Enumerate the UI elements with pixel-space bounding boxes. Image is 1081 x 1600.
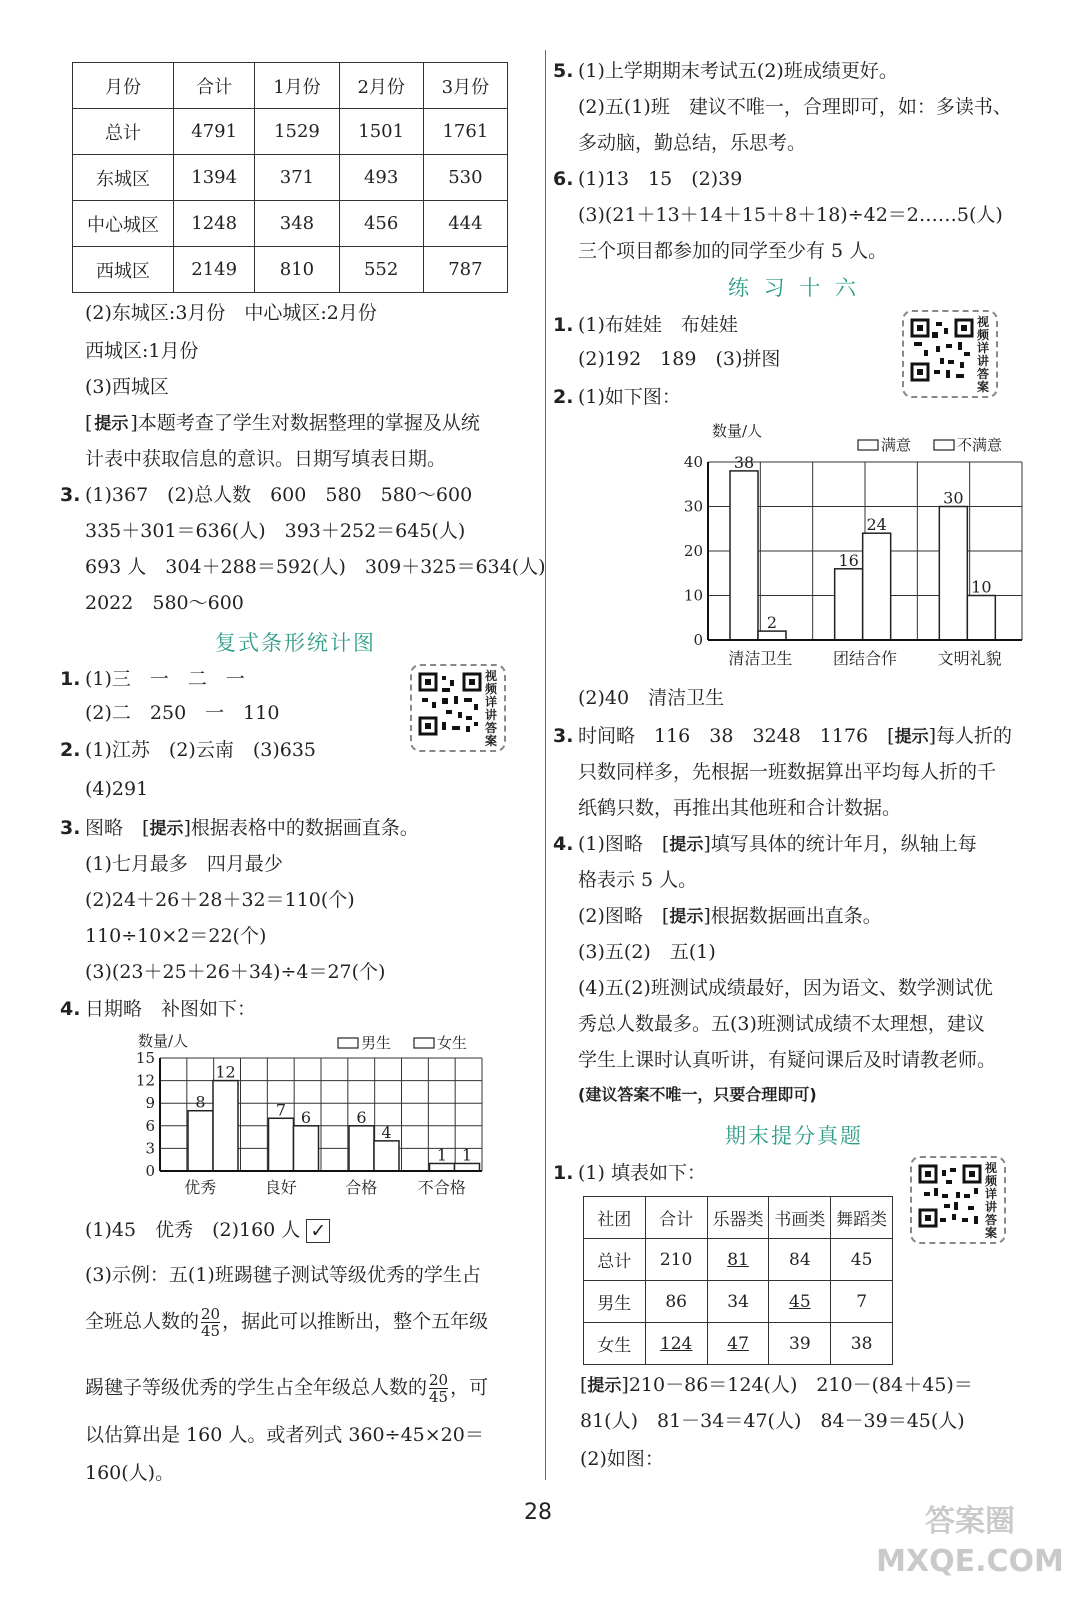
hint-text: 本题考查了学生对数据整理的掌握及从统 — [137, 412, 480, 434]
question-number: 3. — [553, 725, 574, 747]
page-number: 28 — [524, 1500, 552, 1525]
question-number: 2. — [60, 739, 81, 761]
table-cell: 34 — [707, 1281, 769, 1323]
legend-swatch — [338, 1038, 358, 1048]
hint-line: (1)图略 [提示]填写具体的统计年月，纵轴上每 — [578, 833, 977, 855]
answer-line: 2022 580～600 — [85, 592, 244, 614]
section-title: 期末提分真题 — [725, 1124, 863, 1148]
table-cell: 444 — [423, 201, 507, 247]
hint-label: 提示 — [894, 727, 929, 747]
answer-line — [85, 1372, 488, 1405]
y-tick-label: 20 — [683, 542, 703, 560]
answer-line: (4)五(2)班测试成绩最好，因为语文、数学测试优 — [578, 977, 993, 999]
bar-男生 — [349, 1126, 374, 1171]
qr-caption: 视频详讲答案 — [977, 315, 990, 394]
answer-line: (1)上学期期末考试五(2)班成绩更好。 — [578, 60, 898, 82]
y-tick-label: 6 — [145, 1116, 155, 1135]
hint-text: 每人折的 — [936, 725, 1013, 747]
answer-line: (3)(23＋25＋26＋34)÷4＝27(个) — [85, 961, 386, 983]
qr-code-icon — [418, 672, 482, 736]
answer-line: (3)示例：五(1)班踢毽子测试等级优秀的学生占 — [85, 1264, 481, 1286]
answer-line: 学生上课时认真听讲，有疑问课后及时请教老师。 — [578, 1049, 997, 1071]
question-number: 2. — [553, 386, 574, 408]
question-number: 4. — [553, 833, 574, 855]
legend-swatch — [858, 440, 878, 450]
data-label: 2 — [766, 613, 778, 633]
y-tick-label: 40 — [683, 453, 703, 471]
category-label: 文明礼貌 — [937, 649, 1002, 668]
hint-label: 提示 — [587, 1376, 622, 1396]
filled-value: 81 — [727, 1249, 749, 1270]
answer-line: (2)如图： — [580, 1448, 664, 1470]
hint-text: 根据表格中的数据画直条。 — [190, 817, 419, 839]
qr-caption: 视频详讲答案 — [485, 669, 498, 748]
data-label: 10 — [971, 577, 992, 597]
table-cell: 810 — [255, 247, 339, 293]
bar-不满意 — [863, 533, 891, 640]
check-box: ✓ — [306, 1219, 330, 1243]
section-title: 练 习 十 六 — [728, 276, 861, 300]
answer-line — [85, 1306, 488, 1339]
table-header-cell: 1月份 — [255, 63, 339, 109]
data-label: 6 — [356, 1107, 367, 1127]
y-tick-label: 12 — [135, 1071, 155, 1090]
bar-男生 — [269, 1118, 294, 1171]
section-title: 复式条形统计图 — [215, 631, 376, 655]
filled-value: 124 — [659, 1333, 693, 1354]
answer-text: ，可 — [450, 1376, 489, 1399]
answer-note: (建议答案不唯一，只要合理即可) — [578, 1085, 817, 1104]
table-cell: 210 — [645, 1239, 707, 1281]
table-header-cell: 乐器类 — [707, 1197, 769, 1239]
question-number: 6. — [553, 168, 574, 190]
category-label: 合格 — [345, 1178, 378, 1197]
table-header-cell: 3月份 — [423, 63, 507, 109]
table-cell: 1529 — [255, 109, 339, 155]
legend-swatch — [414, 1038, 434, 1048]
answer-line: 日期略 补图如下： — [85, 998, 257, 1020]
question-number: 1. — [553, 1162, 574, 1184]
answer-line: (1)13 15 (2)39 — [578, 168, 743, 190]
table-cell: 552 — [339, 247, 423, 293]
answer-line: 335＋301＝636(人) 393＋252＝645(人) — [85, 520, 466, 542]
answer-line: (1)江苏 (2)云南 (3)635 — [85, 739, 317, 761]
filled-value: 45 — [789, 1291, 811, 1312]
legend-swatch — [934, 440, 954, 450]
qr-code[interactable] — [410, 664, 506, 752]
table-header-cell: 合计 — [174, 63, 255, 109]
table-cell: 38 — [831, 1323, 893, 1365]
fraction-numerator: 20 — [429, 1371, 449, 1389]
table-header-cell: 月份 — [73, 63, 174, 109]
legend-label: 女生 — [437, 1034, 468, 1052]
bar-chart-kick-test — [130, 1028, 495, 1210]
table-cell: 1501 — [339, 109, 423, 155]
hint-line: 图略 [提示]根据表格中的数据画直条。 — [85, 817, 419, 839]
table-cell: 371 — [255, 155, 339, 201]
question-number: 1. — [553, 314, 574, 336]
answer-text: (2)图略 — [578, 905, 643, 927]
bar-女生 — [213, 1081, 238, 1171]
table-cell: 493 — [339, 155, 423, 201]
answer-line: 西城区:1月份 — [85, 340, 199, 362]
fraction — [201, 1306, 220, 1339]
filled-value: 47 — [727, 1333, 749, 1354]
hint-line: [提示]210－86＝124(人) 210－(84＋45)＝ — [580, 1374, 973, 1396]
answer-line: 多动脑，勤总结，乐思考。 — [578, 132, 807, 154]
table-header-cell: 2月份 — [339, 63, 423, 109]
answer-line: 纸鹤只数，再推出其他班和合计数据。 — [578, 797, 902, 819]
category-label: 不合格 — [417, 1178, 466, 1197]
category-label: 良好 — [264, 1178, 297, 1197]
y-tick-label: 0 — [693, 631, 703, 649]
qr-code-icon — [910, 318, 974, 382]
hint-line: 时间略 116 38 3248 1176 [提示]每人折的 — [578, 725, 1013, 747]
answer-line: 693 人 304＋288＝592(人) 309＋325＝634(人) — [85, 556, 546, 578]
answer-text: (1)45 优秀 (2)160 人 — [85, 1219, 301, 1241]
table-header-cell: 合计 — [645, 1197, 707, 1239]
table-cell: 总计 — [73, 109, 174, 155]
question-number: 5. — [553, 60, 574, 82]
table-cell: 45 — [831, 1239, 893, 1281]
hint-label: 提示 — [669, 835, 704, 855]
answer-line: 三个项目都参加的同学至少有 5 人。 — [578, 240, 888, 262]
fraction-numerator: 20 — [201, 1305, 221, 1323]
bar-满意 — [939, 507, 967, 641]
table-cell — [707, 1239, 769, 1281]
qr-code[interactable] — [910, 1156, 1006, 1244]
table-cell: 男生 — [584, 1281, 646, 1323]
answer-line: (1)布娃娃 布娃娃 — [578, 314, 738, 336]
data-table-clubs — [583, 1196, 893, 1365]
table-cell: 中心城区 — [73, 201, 174, 247]
data-label: 16 — [838, 550, 859, 570]
table-cell: 530 — [423, 155, 507, 201]
answer-line: (2)五(1)班 建议不唯一，合理即可，如：多读书、 — [578, 96, 1012, 118]
table-header-cell: 书画类 — [769, 1197, 831, 1239]
answer-text: 时间略 116 38 3248 1176 — [578, 725, 869, 747]
answer-line: 计表中获取信息的意识。日期写填表日期。 — [85, 448, 447, 470]
table-cell: 女生 — [584, 1323, 646, 1365]
y-axis-label: 数量/人 — [138, 1032, 189, 1050]
table-cell: 1394 — [174, 155, 255, 201]
hint-text: 填写具体的统计年月，纵轴上每 — [710, 833, 977, 855]
hint-label: 提示 — [149, 819, 184, 839]
table-cell: 7 — [831, 1281, 893, 1323]
qr-code[interactable] — [902, 310, 998, 398]
answer-line: (1)三 一 二 一 — [85, 668, 245, 690]
hint-label: 提示 — [94, 414, 129, 434]
data-label: 6 — [300, 1107, 312, 1127]
answer-line: (1) 填表如下： — [578, 1162, 706, 1184]
answer-text: 全班总人数的 — [85, 1310, 200, 1333]
answer-text: 图略 — [85, 817, 124, 839]
table-cell: 456 — [339, 201, 423, 247]
y-tick-label: 3 — [145, 1139, 155, 1158]
table-cell: 1248 — [174, 201, 255, 247]
answer-line — [85, 1217, 330, 1243]
bar-不满意 — [758, 631, 786, 640]
answer-line: 格表示 5 人。 — [578, 869, 698, 891]
qr-caption: 视频详讲答案 — [985, 1161, 998, 1240]
data-table-months — [72, 62, 508, 293]
answer-line: 160(人)。 — [85, 1462, 175, 1484]
answer-line: (3)(21＋13＋14＋15＋8＋18)÷42＝2……5(人) — [578, 204, 1003, 226]
y-axis-label: 数量/人 — [712, 422, 763, 440]
column-divider — [545, 50, 546, 1480]
fraction-denominator: 45 — [201, 1322, 221, 1340]
answer-line: 81(人) 81－34＝47(人) 84－39＝45(人) — [580, 1410, 965, 1432]
bar-男生 — [430, 1163, 455, 1171]
bar-男生 — [188, 1111, 213, 1171]
answer-line: (3)西城区 — [85, 376, 169, 398]
table-cell: 东城区 — [73, 155, 174, 201]
category-label: 团结合作 — [832, 649, 898, 668]
answer-line: (2)东城区:3月份 中心城区:2月份 — [85, 302, 377, 324]
table-cell: 4791 — [174, 109, 255, 155]
data-label: 1 — [461, 1145, 473, 1165]
table-cell: 2149 — [174, 247, 255, 293]
hint-text: 210－86＝124(人) 210－(84＋45)＝ — [628, 1374, 973, 1396]
table-cell: 总计 — [584, 1239, 646, 1281]
y-tick-label: 15 — [135, 1049, 155, 1067]
answer-line: (1)七月最多 四月最少 — [85, 853, 283, 875]
table-cell: 1761 — [423, 109, 507, 155]
bar-女生 — [374, 1141, 399, 1171]
table-cell: 西城区 — [73, 247, 174, 293]
hint-line: [ 提示 ]本题考查了学生对数据整理的掌握及从统 — [85, 412, 480, 434]
answer-text: 踢毽子等级优秀的学生占全年级总人数的 — [85, 1376, 428, 1399]
table-cell: 787 — [423, 247, 507, 293]
answer-line: (2)24＋26＋28＋32＝110(个) — [85, 889, 355, 911]
data-label: 38 — [733, 452, 755, 472]
table-cell: 39 — [769, 1323, 831, 1365]
y-tick-label: 9 — [145, 1094, 155, 1113]
data-label: 30 — [943, 488, 964, 508]
data-label: 12 — [215, 1062, 236, 1082]
data-label: 7 — [275, 1100, 287, 1120]
table-cell: 348 — [255, 201, 339, 247]
qr-code-icon — [918, 1164, 982, 1228]
table-header-cell: 社团 — [584, 1197, 646, 1239]
bar-女生 — [455, 1163, 480, 1171]
legend-label: 满意 — [881, 436, 912, 454]
table-cell: 84 — [769, 1239, 831, 1281]
bar-chart-satisfaction — [672, 414, 1024, 676]
category-label: 清洁卫生 — [728, 649, 793, 668]
bar-女生 — [294, 1126, 319, 1171]
table-header-cell: 舞蹈类 — [831, 1197, 893, 1239]
answer-line: (2)二 250 一 110 — [85, 702, 280, 724]
answer-line: 110÷10×2＝22(个) — [85, 925, 267, 947]
data-label: 24 — [866, 515, 887, 535]
table-cell — [645, 1323, 707, 1365]
legend-label: 不满意 — [957, 436, 1003, 454]
answer-line: 秀总人数最多。五(3)班测试成绩不太理想，建议 — [578, 1013, 985, 1035]
answer-line: (2)40 清洁卫生 — [578, 687, 725, 709]
table-cell: 86 — [645, 1281, 707, 1323]
table-cell — [707, 1323, 769, 1365]
table-cell — [769, 1281, 831, 1323]
y-tick-label: 0 — [145, 1162, 155, 1180]
data-label: 4 — [381, 1122, 392, 1142]
hint-label: 提示 — [669, 907, 704, 927]
answer-line: (3)五(2) 五(1) — [578, 941, 716, 963]
data-label: 8 — [195, 1092, 206, 1112]
hint-line: (2)图略 [提示]根据数据画出直条。 — [578, 905, 882, 927]
answer-text: ，据此可以推断出，整个五年级 — [222, 1310, 489, 1333]
answer-line: (2)192 189 (3)拼图 — [578, 348, 781, 370]
answer-text: (1)图略 — [578, 833, 643, 855]
answer-line: (4)291 — [85, 778, 149, 800]
answer-line: (1)如下图： — [578, 386, 681, 408]
watermark: 答案圈 MXQE.COM — [876, 1504, 1064, 1579]
legend-label: 男生 — [361, 1034, 392, 1052]
data-label: 1 — [436, 1145, 448, 1165]
answer-line: 只数同样多，先根据一班数据算出平均每人折的千 — [578, 761, 997, 783]
y-tick-label: 10 — [683, 586, 703, 605]
y-tick-label: 30 — [683, 497, 703, 516]
category-label: 优秀 — [184, 1178, 217, 1197]
answer-line: 以估算出是 160 人。或者列式 360÷45×20＝ — [85, 1424, 484, 1446]
question-number: 1. — [60, 668, 81, 690]
answer-line: (1)367 (2)总人数 600 580 580～600 — [85, 484, 473, 506]
bar-不满意 — [967, 596, 995, 641]
fraction — [429, 1372, 448, 1405]
hint-text: 根据数据画出直条。 — [710, 905, 882, 927]
question-number: 3. — [60, 484, 81, 506]
bar-满意 — [835, 569, 863, 640]
fraction-denominator: 45 — [429, 1388, 449, 1406]
question-number: 4. — [60, 998, 81, 1020]
bar-满意 — [730, 471, 758, 640]
question-number: 3. — [60, 817, 81, 839]
